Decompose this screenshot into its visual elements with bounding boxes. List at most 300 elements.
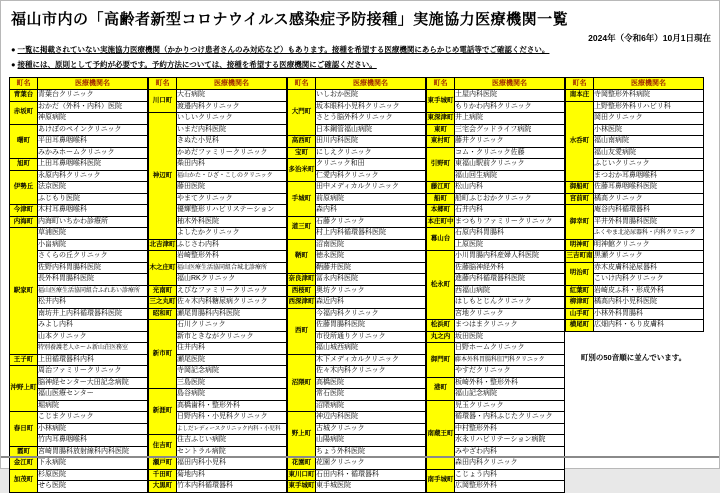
table-row xyxy=(427,251,565,263)
clinic-name-cell: 庵谷内科循環器科 xyxy=(594,205,704,217)
clinic-name-cell: 特別養護老人ホーム新山荘医務室 xyxy=(38,343,148,355)
table-row xyxy=(566,308,704,320)
clinic-name-cell: 高橋医院 xyxy=(316,377,426,389)
bullet-icon: ● xyxy=(11,60,16,69)
table-row xyxy=(566,320,704,332)
table-row xyxy=(566,285,704,297)
table-row xyxy=(288,274,426,286)
clinic-name-cell: 山陽病院 xyxy=(316,435,426,447)
notice-text: 一覧に掲載されていない実施協力医療機関（かかりつけ患者さんのみ対応など）もあります。接種を希望する医療機関にあらかじめ電話等でご確認ください。 xyxy=(17,45,550,54)
clinic-name-cell: 佐野内科胃腸科医院 xyxy=(38,262,148,274)
notice-line xyxy=(11,44,549,55)
clinic-table xyxy=(9,77,704,493)
clinic-name-cell: 小林外科胃腸科 xyxy=(594,308,704,320)
sort-order-footnote: 町別の50音順に並んでいます。 xyxy=(580,352,687,362)
town-name-cell: 西町 xyxy=(288,308,316,354)
notice-text: 接種には、原則として予約が必要です。予約方法については、接種を希望する医療機関にご確認ください。 xyxy=(17,60,377,69)
clinic-name-cell: 藤田医院 xyxy=(177,182,287,194)
clinic-name-cell: まつもりファミリークリニック xyxy=(455,216,565,228)
clinic-name-cell: 上原医院 xyxy=(455,239,565,251)
clinic-name-cell: 東福山駅前クリニック xyxy=(455,159,565,171)
clinic-name-cell: 福山医療生活協同組合城北診療所 xyxy=(177,262,287,274)
clinic-name-cell: 福山南病院 xyxy=(594,136,704,148)
clinic-name-cell: ふじもり医院 xyxy=(38,193,148,205)
clinic-name-cell: えびなファミリークリニック xyxy=(177,285,287,297)
town-name-cell: 東川口町 xyxy=(288,469,316,481)
clinic-name-cell: 内海町いちかわ診療所 xyxy=(38,216,148,228)
table-row xyxy=(427,400,565,412)
clinic-name-cell: ふじさわ内科 xyxy=(177,239,287,251)
table-row xyxy=(566,90,704,102)
table-row xyxy=(566,193,704,205)
table-row xyxy=(149,285,287,297)
clinic-name-cell: 小林医院 xyxy=(594,124,704,136)
table-row xyxy=(566,205,704,217)
town-name-cell: 霞町 xyxy=(10,446,38,458)
clinic-name-cell: 中村整形外科 xyxy=(455,423,565,435)
clinic-name-cell: 福山城西病院 xyxy=(316,343,426,355)
clinic-name-cell: 佐々木内科クリニック xyxy=(316,366,426,378)
clinic-name-cell: せら医院 xyxy=(38,481,148,493)
town-name-cell: 伊勢丘 xyxy=(10,170,38,205)
town-name-cell: 三吉町南 xyxy=(566,251,594,263)
clinic-name-cell: 竹本内科循環器科 xyxy=(177,481,287,493)
town-name-cell: 住吉町 xyxy=(149,435,177,458)
table-row xyxy=(427,182,565,194)
clinic-name-cell: 冨永内科医院 xyxy=(316,274,426,286)
town-name-cell: 東手城町 xyxy=(427,90,455,113)
clinic-name-cell: クリニック和田 xyxy=(316,159,426,171)
town-name-cell: 春日町 xyxy=(10,412,38,447)
clinic-name-cell: 徳永医院 xyxy=(316,251,426,263)
clinic-name-cell: 神原病院 xyxy=(38,113,148,125)
clinic-name-cell: 藤井クリニック xyxy=(455,136,565,148)
clinic-name-cell: やすだクリニック xyxy=(455,366,565,378)
clinic-name-cell: 小川胃腸内科産婦人科医院 xyxy=(455,251,565,263)
table-row xyxy=(288,308,426,320)
clinic-name-cell: 柚木外科医院 xyxy=(177,216,287,228)
clinic-name-cell: 藤本外科胃腸科肛門科クリニック xyxy=(455,354,565,366)
town-name-cell: 沼隈町 xyxy=(288,354,316,412)
clinic-name-cell: はしもとじんクリニック xyxy=(455,297,565,309)
town-name-cell: 幕山台 xyxy=(427,228,455,251)
clinic-name-cell: 坂本眼科小児科クリニック xyxy=(316,101,426,113)
table-row xyxy=(288,458,426,470)
table-row xyxy=(288,239,426,251)
clinic-name-cell: こいけ内科クリニック xyxy=(594,274,704,286)
clinic-name-cell: 森近内科 xyxy=(316,297,426,309)
table-row xyxy=(10,469,148,481)
clinic-name-cell: 福田内科小児科 xyxy=(177,458,287,470)
town-name-cell: 柳津町 xyxy=(566,297,594,309)
table-row xyxy=(427,320,565,332)
clinic-name-cell: 日野ホームクリニック xyxy=(455,343,565,355)
town-name-cell: 船町 xyxy=(427,193,455,205)
town-name-cell: 花園町 xyxy=(288,458,316,470)
town-name-cell: 横尾町 xyxy=(566,320,594,332)
town-name-cell: 旭町 xyxy=(10,159,38,171)
town-name-cell: 大門町 xyxy=(288,90,316,136)
clinic-name-cell: 上田循環器科内科 xyxy=(38,354,148,366)
town-name-cell: 水呑町 xyxy=(566,101,594,182)
table-row xyxy=(149,435,287,447)
clinic-name-cell: 岩崎整形外科 xyxy=(177,251,287,263)
table-row xyxy=(427,228,565,240)
clinic-name-cell: 住吉ふじい病院 xyxy=(177,435,287,447)
clinic-name-cell: 木下メディカルクリニック xyxy=(316,354,426,366)
clinic-name-cell: 田中メディカルクリニック xyxy=(316,182,426,194)
clinic-name-cell: 法京医院 xyxy=(38,182,148,194)
clinic-name-cell: 橘高クリニック xyxy=(594,193,704,205)
clinic-name-cell: 水永リハビリテーション病院 xyxy=(455,435,565,447)
clinic-name-cell: 広畑内科・もり皮膚科 xyxy=(594,320,704,332)
town-name-cell: 沖野上町 xyxy=(10,366,38,412)
clinic-name-cell: 明神館クリニック xyxy=(594,239,704,251)
town-name-cell: 北吉津町 xyxy=(149,239,177,251)
clinic-name-cell: 宮崎胃腸科放射線科内科医院 xyxy=(38,446,148,458)
column-header-town: 町名 xyxy=(288,78,316,90)
clinic-name-cell: みかみホームクリニック xyxy=(38,147,148,159)
clinic-name-cell: 三宅会グッドライフ病院 xyxy=(455,124,565,136)
town-name-cell: 本郷町 xyxy=(427,205,455,217)
town-name-cell: 御船町 xyxy=(566,182,594,194)
clinic-name-cell: 井上病院 xyxy=(455,113,565,125)
table-row xyxy=(427,147,565,159)
clinic-table-col-5 xyxy=(565,77,704,332)
clinic-name-cell: 優輝整形リハビリステーション xyxy=(177,205,287,217)
clinic-name-cell: 鞆藤井医院 xyxy=(316,262,426,274)
clinic-name-cell: 板崎外科・整形外科 xyxy=(455,377,565,389)
table-row xyxy=(427,113,565,125)
clinic-name-cell: 柴田内科 xyxy=(177,159,287,171)
table-row xyxy=(288,412,426,424)
clinic-name-cell: 福山回生病院 xyxy=(455,170,565,182)
column-header-clinic: 医療機関名 xyxy=(455,78,565,90)
clinic-name-cell: 石原内科胃腸科 xyxy=(455,228,565,240)
clinic-name-cell: さくらの丘クリニック xyxy=(38,251,148,263)
clinic-name-cell: 石川クリニック xyxy=(177,320,287,332)
table-row xyxy=(10,124,148,136)
clinic-name-cell: 児玉クリニック xyxy=(455,400,565,412)
table-row xyxy=(566,101,704,113)
town-name-cell: 昭和町 xyxy=(149,308,177,320)
clinic-name-cell: ちょう外科医院 xyxy=(316,446,426,458)
town-name-cell: 光南町 xyxy=(149,285,177,297)
table-column-1 xyxy=(9,77,148,493)
clinic-name-cell: みやざわ内科 xyxy=(455,446,565,458)
clinic-name-cell: 渡邉内科クリニック xyxy=(177,101,287,113)
table-row xyxy=(10,159,148,171)
clinic-name-cell: 古城クリニック xyxy=(316,423,426,435)
clinic-name-cell: こじょう内科 xyxy=(455,469,565,481)
town-name-cell: 東町 xyxy=(427,124,455,136)
table-row xyxy=(149,308,287,320)
clinic-name-cell: にしえクリニック xyxy=(316,147,426,159)
table-row xyxy=(566,297,704,309)
table-row xyxy=(149,239,287,251)
table-row xyxy=(288,136,426,148)
table-row xyxy=(149,389,287,401)
town-name-cell: 宝町 xyxy=(288,147,316,159)
town-name-cell: 千田町 xyxy=(149,469,177,481)
town-name-cell: 本庄町中 xyxy=(427,216,455,228)
clinic-name-cell: 前原病院 xyxy=(316,193,426,205)
table-row xyxy=(288,481,426,493)
town-name-cell: 奈良津町 xyxy=(288,274,316,286)
clinic-name-cell: 堀病院 xyxy=(38,400,148,412)
town-name-cell: 山手町 xyxy=(566,308,594,320)
town-name-cell: 紅葉町 xyxy=(566,285,594,297)
clinic-name-cell: おかだ（外科・内科）医院 xyxy=(38,101,148,113)
clinic-name-cell: 三島医院 xyxy=(177,377,287,389)
clinic-name-cell: 田川内科医院 xyxy=(316,136,426,148)
clinic-name-cell: 市役所通りクリニック xyxy=(316,331,426,343)
notice-list xyxy=(11,44,549,74)
town-name-cell: 赤坂町 xyxy=(10,101,38,124)
town-name-cell: 多治米町 xyxy=(288,159,316,182)
clinic-name-cell: 船町ふじおかクリニック xyxy=(455,193,565,205)
town-name-cell: 東手城町 xyxy=(288,481,316,493)
clinic-name-cell: セントラル病院 xyxy=(177,446,287,458)
table-row xyxy=(288,147,426,159)
clinic-name-cell: 土屋内科医院 xyxy=(455,90,565,102)
clinic-name-cell: 山本クリニック xyxy=(38,331,148,343)
table-row xyxy=(149,251,287,263)
table-row xyxy=(149,320,287,332)
clinic-name-cell: 花園クリニック xyxy=(316,458,426,470)
table-row xyxy=(427,331,565,343)
clinic-name-cell: 大石病院 xyxy=(177,90,287,102)
clinic-name-cell: 石藤クリニック xyxy=(316,216,426,228)
town-name-cell: 港町 xyxy=(427,377,455,400)
clinic-name-cell: まつおか耳鼻咽喉科 xyxy=(594,170,704,182)
table-row xyxy=(427,469,565,481)
town-name-cell: 明神町 xyxy=(566,239,594,251)
table-row xyxy=(10,354,148,366)
clinic-name-cell: 永原内科クリニック xyxy=(38,170,148,182)
clinic-name-cell: 岡田クリニック xyxy=(594,113,704,125)
town-name-cell: 新市町 xyxy=(149,320,177,389)
clinic-name-cell: 平井外科胃腸科医院 xyxy=(594,216,704,228)
clinic-name-cell: 長外科胃腸科医院 xyxy=(38,274,148,286)
clinic-name-cell: 石井内科 xyxy=(455,205,565,217)
column-header-clinic: 医療機関名 xyxy=(177,78,287,90)
clinic-name-cell: 上田耳鼻咽喉科医院 xyxy=(38,159,148,171)
clinic-name-cell: 高橋歯科・整形外科 xyxy=(177,400,287,412)
clinic-name-cell: 小畠病院 xyxy=(38,239,148,251)
table-column-3 xyxy=(287,77,426,493)
page-bottom-border xyxy=(1,456,719,458)
clinic-name-cell: いまだ内科医院 xyxy=(177,124,287,136)
clinic-name-cell: 脳神経センター大田記念病院 xyxy=(38,377,148,389)
table-row xyxy=(10,90,148,102)
clinic-name-cell: 佐藤脳神経外科 xyxy=(455,262,565,274)
clinic-name-cell: 平田耳鼻咽喉科 xyxy=(38,136,148,148)
clinic-name-cell: 黒瀬クリニック xyxy=(594,251,704,263)
clinic-name-cell: 南坊井上内科循環器科医院 xyxy=(38,308,148,320)
clinic-name-cell: 奥坊クリニック xyxy=(316,285,426,297)
table-row xyxy=(427,205,565,217)
clinic-name-cell: 村上内科循環器科医院 xyxy=(316,228,426,240)
town-name-cell: 青葉台 xyxy=(10,90,38,102)
clinic-name-cell: いしおか医院 xyxy=(316,90,426,102)
table-row xyxy=(288,297,426,309)
clinic-table-col-2 xyxy=(148,77,287,493)
table-row xyxy=(427,193,565,205)
clinic-name-cell: 仁愛内科クリニック xyxy=(316,170,426,182)
clinic-name-cell: さとう脳外科クリニック xyxy=(316,113,426,125)
table-row xyxy=(288,216,426,228)
town-name-cell: 駅家町 xyxy=(10,228,38,355)
town-name-cell: 手城町 xyxy=(288,182,316,217)
clinic-name-cell: 周治ファミリークリニック xyxy=(38,366,148,378)
column-header-clinic: 医療機関名 xyxy=(38,78,148,90)
clinic-name-cell: 寺岡記念病院 xyxy=(177,366,287,378)
clinic-name-cell: 坂田医院 xyxy=(455,331,565,343)
clinic-table-col-1 xyxy=(9,77,148,493)
table-row xyxy=(288,354,426,366)
clinic-name-cell: やまてクリニック xyxy=(177,193,287,205)
town-name-cell: 引野町 xyxy=(427,147,455,182)
clinic-name-cell: 西福山病院 xyxy=(455,285,565,297)
clinic-name-cell: みよし内科 xyxy=(38,320,148,332)
clinic-name-cell: 住井内科 xyxy=(177,343,287,355)
clinic-name-cell: かめだファミリークリニック xyxy=(177,147,287,159)
clinic-name-cell: 福山RKクリニック xyxy=(177,274,287,286)
clinic-name-cell: 瀬尾胃腸科内科医院 xyxy=(177,308,287,320)
town-name-cell: 大黒町 xyxy=(149,481,177,493)
table-row xyxy=(427,124,565,136)
clinic-name-cell: 神辺内科医院 xyxy=(316,412,426,424)
clinic-name-cell: 橘高内科小児科医院 xyxy=(594,297,704,309)
clinic-name-cell: あけぼのペインクリニック xyxy=(38,124,148,136)
clinic-name-cell: 森内科 xyxy=(316,205,426,217)
town-name-cell: 道三町 xyxy=(288,216,316,239)
clinic-table-col-4 xyxy=(426,77,565,493)
page-title: 福山市内の「高齢者新型コロナウイルス感染症予防接種」実施協力医療機関一覧 xyxy=(11,11,569,28)
town-name-cell: 南手城町 xyxy=(427,469,455,492)
table-row xyxy=(427,90,565,102)
table-row xyxy=(288,182,426,194)
clinic-name-cell: 沼南医院 xyxy=(316,239,426,251)
table-row xyxy=(10,216,148,228)
town-name-cell: 鞆町 xyxy=(288,239,316,274)
clinic-name-cell: 木村耳鼻咽喉科 xyxy=(38,205,148,217)
table-row xyxy=(149,458,287,470)
table-row xyxy=(288,90,426,102)
town-name-cell: 野上町 xyxy=(288,412,316,458)
town-name-cell: 三之丸町 xyxy=(149,297,177,309)
table-row xyxy=(10,412,148,424)
table-row xyxy=(10,101,148,113)
town-name-cell: 明治町 xyxy=(566,262,594,285)
table-row xyxy=(566,262,704,274)
town-name-cell: 西桜町 xyxy=(288,285,316,297)
clinic-name-cell: 福山かた・ひざ・こしのクリニック xyxy=(177,170,287,182)
town-name-cell: 東深津町 xyxy=(427,113,455,125)
table-row xyxy=(10,205,148,217)
clinic-name-cell: 松井内科 xyxy=(38,297,148,309)
clinic-name-cell: 新市ときながクリニック xyxy=(177,331,287,343)
clinic-name-cell: 今福内科クリニック xyxy=(316,308,426,320)
table-row xyxy=(288,469,426,481)
town-name-cell: 御門町 xyxy=(427,343,455,378)
town-name-cell: 神辺町 xyxy=(149,113,177,240)
column-header-clinic: 医療機関名 xyxy=(316,78,426,90)
clinic-name-cell: 東手城医院 xyxy=(316,481,426,493)
clinic-name-cell: 佐々木内科糖尿病クリニック xyxy=(177,297,287,309)
town-name-cell: 王子町 xyxy=(10,354,38,366)
clinic-name-cell: 佐藤耳鼻咽喉科医院 xyxy=(594,182,704,194)
town-name-cell: 金江町 xyxy=(10,458,38,470)
clinic-name-cell: まつはまクリニック xyxy=(455,320,565,332)
clinic-name-cell: 杉原医院 xyxy=(38,469,148,481)
table-row xyxy=(566,239,704,251)
town-name-cell: 松浜町 xyxy=(427,320,455,332)
town-name-cell: 藤江町 xyxy=(427,182,455,194)
town-name-cell: 加茂町 xyxy=(10,469,38,492)
town-name-cell: 今津町 xyxy=(10,205,38,217)
clinic-table-col-3 xyxy=(287,77,426,493)
clinic-name-cell: もりかわ内科クリニック xyxy=(455,101,565,113)
clinic-name-cell: いしいクリニック xyxy=(177,113,287,125)
clinic-name-cell: 菊地内科 xyxy=(177,469,287,481)
table-row xyxy=(149,481,287,493)
clinic-name-cell: きぬた小児科 xyxy=(177,136,287,148)
town-name-cell: 御幸町 xyxy=(566,205,594,240)
table-row xyxy=(566,182,704,194)
clinic-name-cell: 森田内科クリニック xyxy=(455,458,565,470)
clinic-name-cell: よしたかクリニック xyxy=(177,228,287,240)
table-row xyxy=(288,159,426,171)
town-name-cell: 木之庄町 xyxy=(149,251,177,286)
clinic-name-cell: 広岡整形外科 xyxy=(455,481,565,493)
clinic-name-cell: 宮地クリニック xyxy=(455,308,565,320)
table-row xyxy=(288,285,426,297)
clinic-name-cell: 島谷病院 xyxy=(177,389,287,401)
clinic-name-cell: 進藤内科循環器科医院 xyxy=(455,274,565,286)
table-row xyxy=(149,297,287,309)
notice-line xyxy=(11,59,549,70)
clinic-name-cell: 瀬尾医院 xyxy=(177,354,287,366)
table-row xyxy=(10,366,148,378)
town-name-cell: 南本庄 xyxy=(566,90,594,102)
clinic-name-cell: 沼隈病院 xyxy=(316,400,426,412)
table-column-5 xyxy=(565,77,704,363)
clinic-name-cell: 青葉台クリニック xyxy=(38,90,148,102)
town-name-cell: 東村町 xyxy=(427,136,455,148)
town-name-cell: 西深津町 xyxy=(288,297,316,309)
column-header-clinic: 医療機関名 xyxy=(594,78,704,90)
clinic-name-cell: 松山内科 xyxy=(455,182,565,194)
clinic-name-cell: 上野整形外科リハビリ科 xyxy=(594,101,704,113)
clinic-name-cell: 福山記念病院 xyxy=(455,389,565,401)
table-row xyxy=(10,170,148,182)
table-row xyxy=(149,113,287,125)
clinic-name-cell: 小林病院 xyxy=(38,423,148,435)
column-header-town: 町名 xyxy=(149,78,177,90)
clinic-name-cell: 福山友愛病院 xyxy=(594,147,704,159)
town-name-cell: 宮前町 xyxy=(566,193,594,205)
clinic-name-cell: コム・クリニック佐藤 xyxy=(455,147,565,159)
town-name-cell: 高西町 xyxy=(288,136,316,148)
column-header-town: 町名 xyxy=(10,78,38,90)
clinic-name-cell: 福山医療生活協同組合ふれあい診療所 xyxy=(38,285,148,297)
town-name-cell: 南蔵王町 xyxy=(427,400,455,469)
table-row xyxy=(427,216,565,228)
clinic-name-cell: 日野内科・小児科クリニック xyxy=(177,412,287,424)
town-name-cell: 松永町 xyxy=(427,251,455,320)
